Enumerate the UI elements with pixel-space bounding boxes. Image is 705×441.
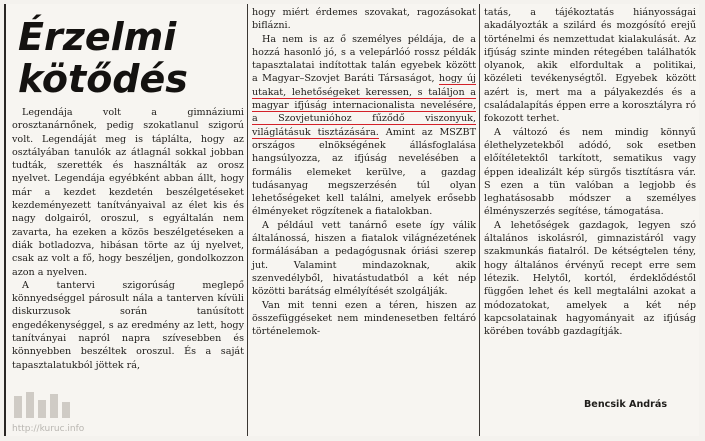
column-2	[252, 6, 476, 338]
text-run: Amint az MSZBT országos elnökségének állásfoglalása hangsúlyozza, az ifjúság nevelésében a formális elemeket kerülve, a gazdag tudásanyag megszerzésén túl olyan lehetőségeket kell találni, amelyek erősebb élményeket rögzítenek a fiatalokban.	[252, 126, 476, 218]
paragraph: Legendája volt a gimnáziumi orosztanárnőnek, pedig szokatlanul szigorú volt. Legendáját meg is táplálta, hogy az osztályában tanulók az átlagnál sokkal jobban tudták, szerették és használták az orosz nyelvet. Legendája egyébként abban állt, hogy már a kezdet kezdetén beszélgetéseket kezdeményezett tanítványaival az élet kis és nagy dolgairól, oroszul, s egyáltalán nem zavarta, ha ezeken a közös beszélgetéseken a diák botladozva, hibásan törte az új nyelvet, csak az volt a fő, hogy beszéljen, gondolkozzon azon a nyelven.	[12, 107, 244, 278]
paragraph: hogy miért érdemes szovakat, ragozásokat biflázni.	[252, 7, 476, 32]
newspaper-clipping	[4, 4, 699, 436]
column-divider	[479, 4, 480, 436]
highlighted-passage: hogy új utakat, lehetőségeket keressen, s találjon a magyar ifjúság internacionalista nevelésére, a Szovjetunióhoz fűződő viszonyuk, világlátásuk tisztázására.	[252, 73, 476, 138]
paragraph: A változó és nem mindig könnyű élethelyzetekből adódó, sok esetben előítéletektől tarkított, sematikus vagy éppen idealizált kép sürgős tisztításra vár. S ezen a tün valóban a legjobb és leghatásosabb módszer a személyes élményszerzés segítése, támogatása.	[484, 126, 696, 218]
paragraph: A lehetőségek gazdagok, legyen szó általános iskolásról, gimnazistáról vagy szakmunkás fiatalról. De kétségtelen tény, hogy általános érvényű recept erre sem létezik. Helytől, kortól, érdeklődéstől függően lehet és kell megtalálni azokat a módozatokat, amelyek a két nép kapcsolatainak hagyományait az ifjúság körében tovább gazdagítják.	[484, 219, 696, 338]
paragraph: A tantervi szigorúság meglepő könnyedséggel párosult nála a tanterven kívüli diskurzusok során tanúsított engedékenységgel, s az eredmény az lett, hogy tanítványai napról napra szívesebben és könnyebben beszéltek oroszul. És a saját tapasztalatukból jöttek rá,	[12, 279, 244, 371]
watermark-text: http://kuruc.info	[12, 424, 85, 434]
title-line-2: kötődés	[18, 57, 188, 101]
paragraph: tatás, a tájékoztatás hiányosságai akadályozták a szilárd és mozgósító erejű történelmi és nemzettudat kialakulását. Az ifjúság szinte minden rétegében találhatók olyanok, akik elfordultak a politikai, közéleti tevékenységtől. Egyebek között azért is, mert ma a pályakezdés és a családalapítás éppen erre a korosztályra ró fokozott terhet.	[484, 7, 696, 125]
column-3	[484, 6, 696, 338]
column-divider	[247, 4, 248, 436]
title-line-1: Érzelmi	[18, 15, 177, 59]
article-title	[18, 16, 188, 100]
author-byline: Bencsik András	[584, 399, 668, 410]
text-run: Ha nem is az ő személyes példája, de a hozzá hasonló jó, s a velepárlóó rossz példák tapasztalatai indítottak talán egyebek között a Magyar–Szovjet Baráti Társaságot,	[252, 33, 476, 85]
paragraph: A például vett tanárnő esete így válik általánossá, hiszen a fiatalok világnézetének formálásában a pedagógusnak óriási szerep jut. Valamint mindazoknak, akik szenvedélyből, hivatástudatból a két nép közötti barátság elmélyítését szolgálják.	[252, 219, 476, 298]
paragraph	[252, 33, 476, 219]
paragraph: Van mit tenni ezen a téren, hiszen az összefüggéseket nem mindenesetben feltáró történelemok-	[252, 299, 476, 338]
column-1	[12, 106, 244, 372]
